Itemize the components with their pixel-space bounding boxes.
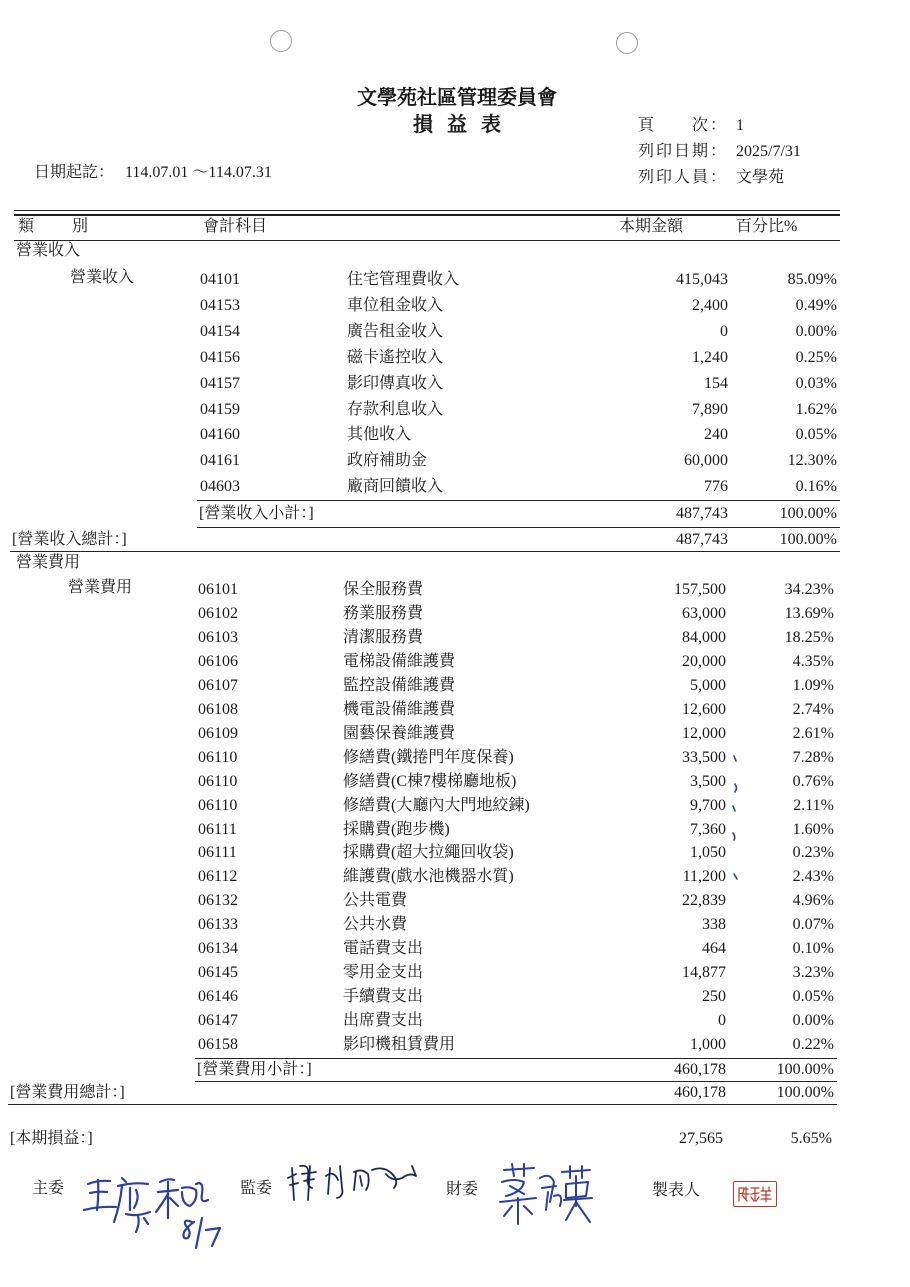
account-code: 04101 bbox=[200, 271, 240, 288]
account-code: 06101 bbox=[198, 581, 238, 598]
amount-cell: 0 bbox=[720, 323, 728, 340]
account-code: 06134 bbox=[198, 940, 238, 957]
income-total-percent: 100.00% bbox=[779, 531, 837, 548]
expense-category: 營業費用 bbox=[16, 554, 81, 571]
chair-signature bbox=[78, 1160, 238, 1252]
percent-cell: 0.76% bbox=[792, 773, 834, 790]
account-code: 04603 bbox=[200, 478, 240, 495]
account-code: 06109 bbox=[198, 725, 238, 742]
expense-subtotal-percent: 100.00% bbox=[776, 1061, 834, 1078]
amount-cell: 1,240 bbox=[692, 349, 728, 366]
account-code: 06133 bbox=[198, 916, 238, 933]
chair-label: 主委 bbox=[32, 1180, 65, 1197]
expense-subtotal-amount: 460,178 bbox=[674, 1061, 726, 1078]
print-date-label: 列印日期： bbox=[638, 143, 729, 160]
amount-cell: 33,500 bbox=[682, 749, 726, 766]
account-name: 清潔服務費 bbox=[343, 629, 424, 646]
account-name: 零用金支出 bbox=[343, 964, 424, 981]
period-label: 日期起訖： bbox=[34, 164, 115, 181]
header-rule-top bbox=[14, 210, 840, 211]
printed-by: 文學苑 bbox=[736, 169, 785, 186]
account-name: 公共電費 bbox=[343, 892, 408, 909]
income-subtotal-label: [營業收入小計：] bbox=[199, 505, 314, 522]
percent-cell: 12.30% bbox=[787, 452, 837, 469]
amount-cell: 1,000 bbox=[690, 1036, 726, 1053]
account-code: 06103 bbox=[198, 629, 238, 646]
account-code: 06146 bbox=[198, 988, 238, 1005]
percent-cell: 0.10% bbox=[792, 940, 834, 957]
amount-cell: 63,000 bbox=[682, 605, 726, 622]
amount-cell: 464 bbox=[702, 940, 726, 957]
account-name: 廠商回饋收入 bbox=[347, 478, 444, 495]
account-code: 06132 bbox=[198, 892, 238, 909]
column-header-amount: 本期金額 bbox=[619, 218, 684, 235]
net-income-amount: 27,565 bbox=[679, 1130, 723, 1147]
account-name: 影印機租賃費用 bbox=[343, 1036, 456, 1053]
percent-cell: 2.74% bbox=[792, 701, 834, 718]
account-code: 06111 bbox=[198, 844, 237, 861]
seal-stamp-marks bbox=[737, 1185, 773, 1203]
account-name: 電話費支出 bbox=[343, 940, 424, 957]
percent-cell: 0.23% bbox=[792, 844, 834, 861]
preparer-label: 製表人 bbox=[652, 1182, 701, 1199]
account-code: 06107 bbox=[198, 677, 238, 694]
amount-cell: 9,700 bbox=[690, 797, 726, 814]
percent-cell: 7.28% bbox=[792, 749, 834, 766]
amount-cell: 0 bbox=[718, 1012, 726, 1029]
percent-cell: 13.69% bbox=[784, 605, 834, 622]
account-name: 採購費(跑步機) bbox=[343, 821, 450, 838]
percent-cell: 0.07% bbox=[792, 916, 834, 933]
expense-subcategory: 營業費用 bbox=[68, 579, 133, 596]
account-name: 電梯設備維護費 bbox=[343, 653, 456, 670]
income-total-rule-top bbox=[197, 527, 840, 528]
amount-cell: 415,043 bbox=[676, 271, 728, 288]
treasurer-signature bbox=[494, 1162, 594, 1228]
account-code: 06147 bbox=[198, 1012, 238, 1029]
percent-cell: 0.22% bbox=[792, 1036, 834, 1053]
amount-cell: 776 bbox=[704, 478, 728, 495]
report-title: 損益表 bbox=[413, 114, 515, 136]
page-number: 1 bbox=[736, 117, 744, 134]
account-code: 04161 bbox=[200, 452, 240, 469]
expense-subtotal-label: [營業費用小計：] bbox=[197, 1061, 312, 1078]
account-code: 06145 bbox=[198, 964, 238, 981]
amount-cell: 11,200 bbox=[682, 868, 726, 885]
punch-hole bbox=[616, 32, 638, 54]
account-name: 園藝保養維護費 bbox=[343, 725, 456, 742]
pen-tick-marks bbox=[728, 750, 742, 885]
expense-subtotal-rule bbox=[195, 1058, 837, 1059]
account-name: 其他收入 bbox=[347, 426, 412, 443]
account-code: 04157 bbox=[200, 375, 240, 392]
printed-by-label: 列印人員： bbox=[638, 169, 729, 186]
percent-cell: 0.00% bbox=[795, 323, 837, 340]
account-code: 06112 bbox=[198, 868, 238, 885]
column-header-percent: 百分比% bbox=[736, 218, 798, 235]
percent-cell: 18.25% bbox=[784, 629, 834, 646]
amount-cell: 154 bbox=[704, 375, 728, 392]
account-name: 廣告租金收入 bbox=[347, 323, 444, 340]
supervisor-label: 監委 bbox=[240, 1180, 273, 1197]
amount-cell: 250 bbox=[702, 988, 726, 1005]
income-category: 營業收入 bbox=[16, 242, 81, 259]
percent-cell: 85.09% bbox=[787, 271, 837, 288]
amount-cell: 7,360 bbox=[690, 821, 726, 838]
percent-cell: 0.03% bbox=[795, 375, 837, 392]
column-header-account: 會計科目 bbox=[203, 218, 268, 235]
treasurer-label: 財委 bbox=[446, 1181, 479, 1198]
account-name: 磁卡遙控收入 bbox=[347, 349, 444, 366]
account-name: 政府補助金 bbox=[347, 452, 428, 469]
account-name: 公共水費 bbox=[343, 916, 408, 933]
account-code: 06102 bbox=[198, 605, 238, 622]
account-name: 修繕費(C棟7樓梯廳地板) bbox=[343, 773, 517, 790]
account-code: 06106 bbox=[198, 653, 238, 670]
account-name: 監控設備維護費 bbox=[343, 677, 456, 694]
percent-cell: 0.00% bbox=[792, 1012, 834, 1029]
income-total-rule-bottom bbox=[10, 551, 840, 552]
account-code: 04156 bbox=[200, 349, 240, 366]
account-name: 車位租金收入 bbox=[347, 297, 444, 314]
header-rule-double bbox=[14, 214, 840, 216]
income-total-amount: 487,743 bbox=[676, 531, 728, 548]
percent-cell: 3.23% bbox=[792, 964, 834, 981]
account-name: 採購費(超大拉繩回收袋) bbox=[343, 844, 514, 861]
account-name: 保全服務費 bbox=[343, 581, 424, 598]
header-rule-bottom bbox=[14, 240, 840, 241]
amount-cell: 12,600 bbox=[682, 701, 726, 718]
percent-cell: 2.61% bbox=[792, 725, 834, 742]
account-code: 04160 bbox=[200, 426, 240, 443]
account-name: 住宅管理費收入 bbox=[347, 271, 460, 288]
account-name: 手續費支出 bbox=[343, 988, 424, 1005]
account-code: 06111 bbox=[198, 821, 237, 838]
percent-cell: 2.43% bbox=[792, 868, 834, 885]
account-code: 06110 bbox=[198, 749, 238, 766]
expense-total-label: [營業費用總計：] bbox=[10, 1084, 125, 1101]
account-name: 修繕費(鐵捲門年度保養) bbox=[343, 749, 514, 766]
amount-cell: 22,839 bbox=[682, 892, 726, 909]
account-name: 機電設備維護費 bbox=[343, 701, 456, 718]
account-name: 出席費支出 bbox=[343, 1012, 424, 1029]
expense-total-rule-bottom bbox=[8, 1104, 837, 1105]
amount-cell: 240 bbox=[704, 426, 728, 443]
print-date: 2025/7/31 bbox=[736, 143, 801, 160]
punch-hole bbox=[270, 30, 292, 52]
page-number-label: 頁 次： bbox=[638, 117, 729, 134]
income-subtotal-amount: 487,743 bbox=[676, 505, 728, 522]
period-range: 114.07.01 ～114.07.31 bbox=[125, 164, 272, 181]
percent-cell: 4.35% bbox=[792, 653, 834, 670]
account-code: 04159 bbox=[200, 401, 240, 418]
amount-cell: 12,000 bbox=[682, 725, 726, 742]
expense-total-amount: 460,178 bbox=[674, 1084, 726, 1101]
account-code: 04153 bbox=[200, 297, 240, 314]
amount-cell: 84,000 bbox=[682, 629, 726, 646]
account-code: 06110 bbox=[198, 797, 238, 814]
percent-cell: 0.05% bbox=[792, 988, 834, 1005]
amount-cell: 157,500 bbox=[674, 581, 726, 598]
income-subtotal-rule bbox=[197, 500, 840, 501]
amount-cell: 1,050 bbox=[690, 844, 726, 861]
account-name: 務業服務費 bbox=[343, 605, 424, 622]
net-income-label: [本期損益：] bbox=[10, 1130, 93, 1147]
amount-cell: 2,400 bbox=[692, 297, 728, 314]
amount-cell: 20,000 bbox=[682, 653, 726, 670]
supervisor-signature bbox=[282, 1158, 432, 1210]
income-subtotal-percent: 100.00% bbox=[779, 505, 837, 522]
percent-cell: 0.16% bbox=[795, 478, 837, 495]
percent-cell: 1.09% bbox=[792, 677, 834, 694]
amount-cell: 338 bbox=[702, 916, 726, 933]
net-income-percent: 5.65% bbox=[790, 1130, 832, 1147]
percent-cell: 1.62% bbox=[795, 401, 837, 418]
percent-cell: 0.49% bbox=[795, 297, 837, 314]
income-subcategory: 營業收入 bbox=[70, 269, 135, 286]
amount-cell: 7,890 bbox=[692, 401, 728, 418]
account-name: 影印傳真收入 bbox=[347, 375, 444, 392]
amount-cell: 60,000 bbox=[684, 452, 728, 469]
expense-total-percent: 100.00% bbox=[776, 1084, 834, 1101]
expense-total-rule-top bbox=[195, 1081, 837, 1082]
percent-cell: 4.96% bbox=[792, 892, 834, 909]
amount-cell: 14,877 bbox=[682, 964, 726, 981]
amount-cell: 5,000 bbox=[690, 677, 726, 694]
percent-cell: 1.60% bbox=[792, 821, 834, 838]
account-name: 存款利息收入 bbox=[347, 401, 444, 418]
account-code: 06158 bbox=[198, 1036, 238, 1053]
percent-cell: 0.25% bbox=[795, 349, 837, 366]
preparer-seal-stamp bbox=[733, 1181, 777, 1207]
account-name: 修繕費(大廳內大門地絞鍊) bbox=[343, 797, 530, 814]
account-name: 維護費(戲水池機器水質) bbox=[343, 868, 514, 885]
account-code: 06110 bbox=[198, 773, 238, 790]
amount-cell: 3,500 bbox=[690, 773, 726, 790]
account-code: 04154 bbox=[200, 323, 240, 340]
column-header-category: 類 別 bbox=[18, 218, 91, 235]
percent-cell: 2.11% bbox=[793, 797, 834, 814]
income-total-label: [營業收入總計：] bbox=[12, 531, 127, 548]
percent-cell: 0.05% bbox=[795, 426, 837, 443]
account-code: 06108 bbox=[198, 701, 238, 718]
organization-name: 文學苑社區管理委員會 bbox=[357, 87, 557, 109]
percent-cell: 34.23% bbox=[784, 581, 834, 598]
